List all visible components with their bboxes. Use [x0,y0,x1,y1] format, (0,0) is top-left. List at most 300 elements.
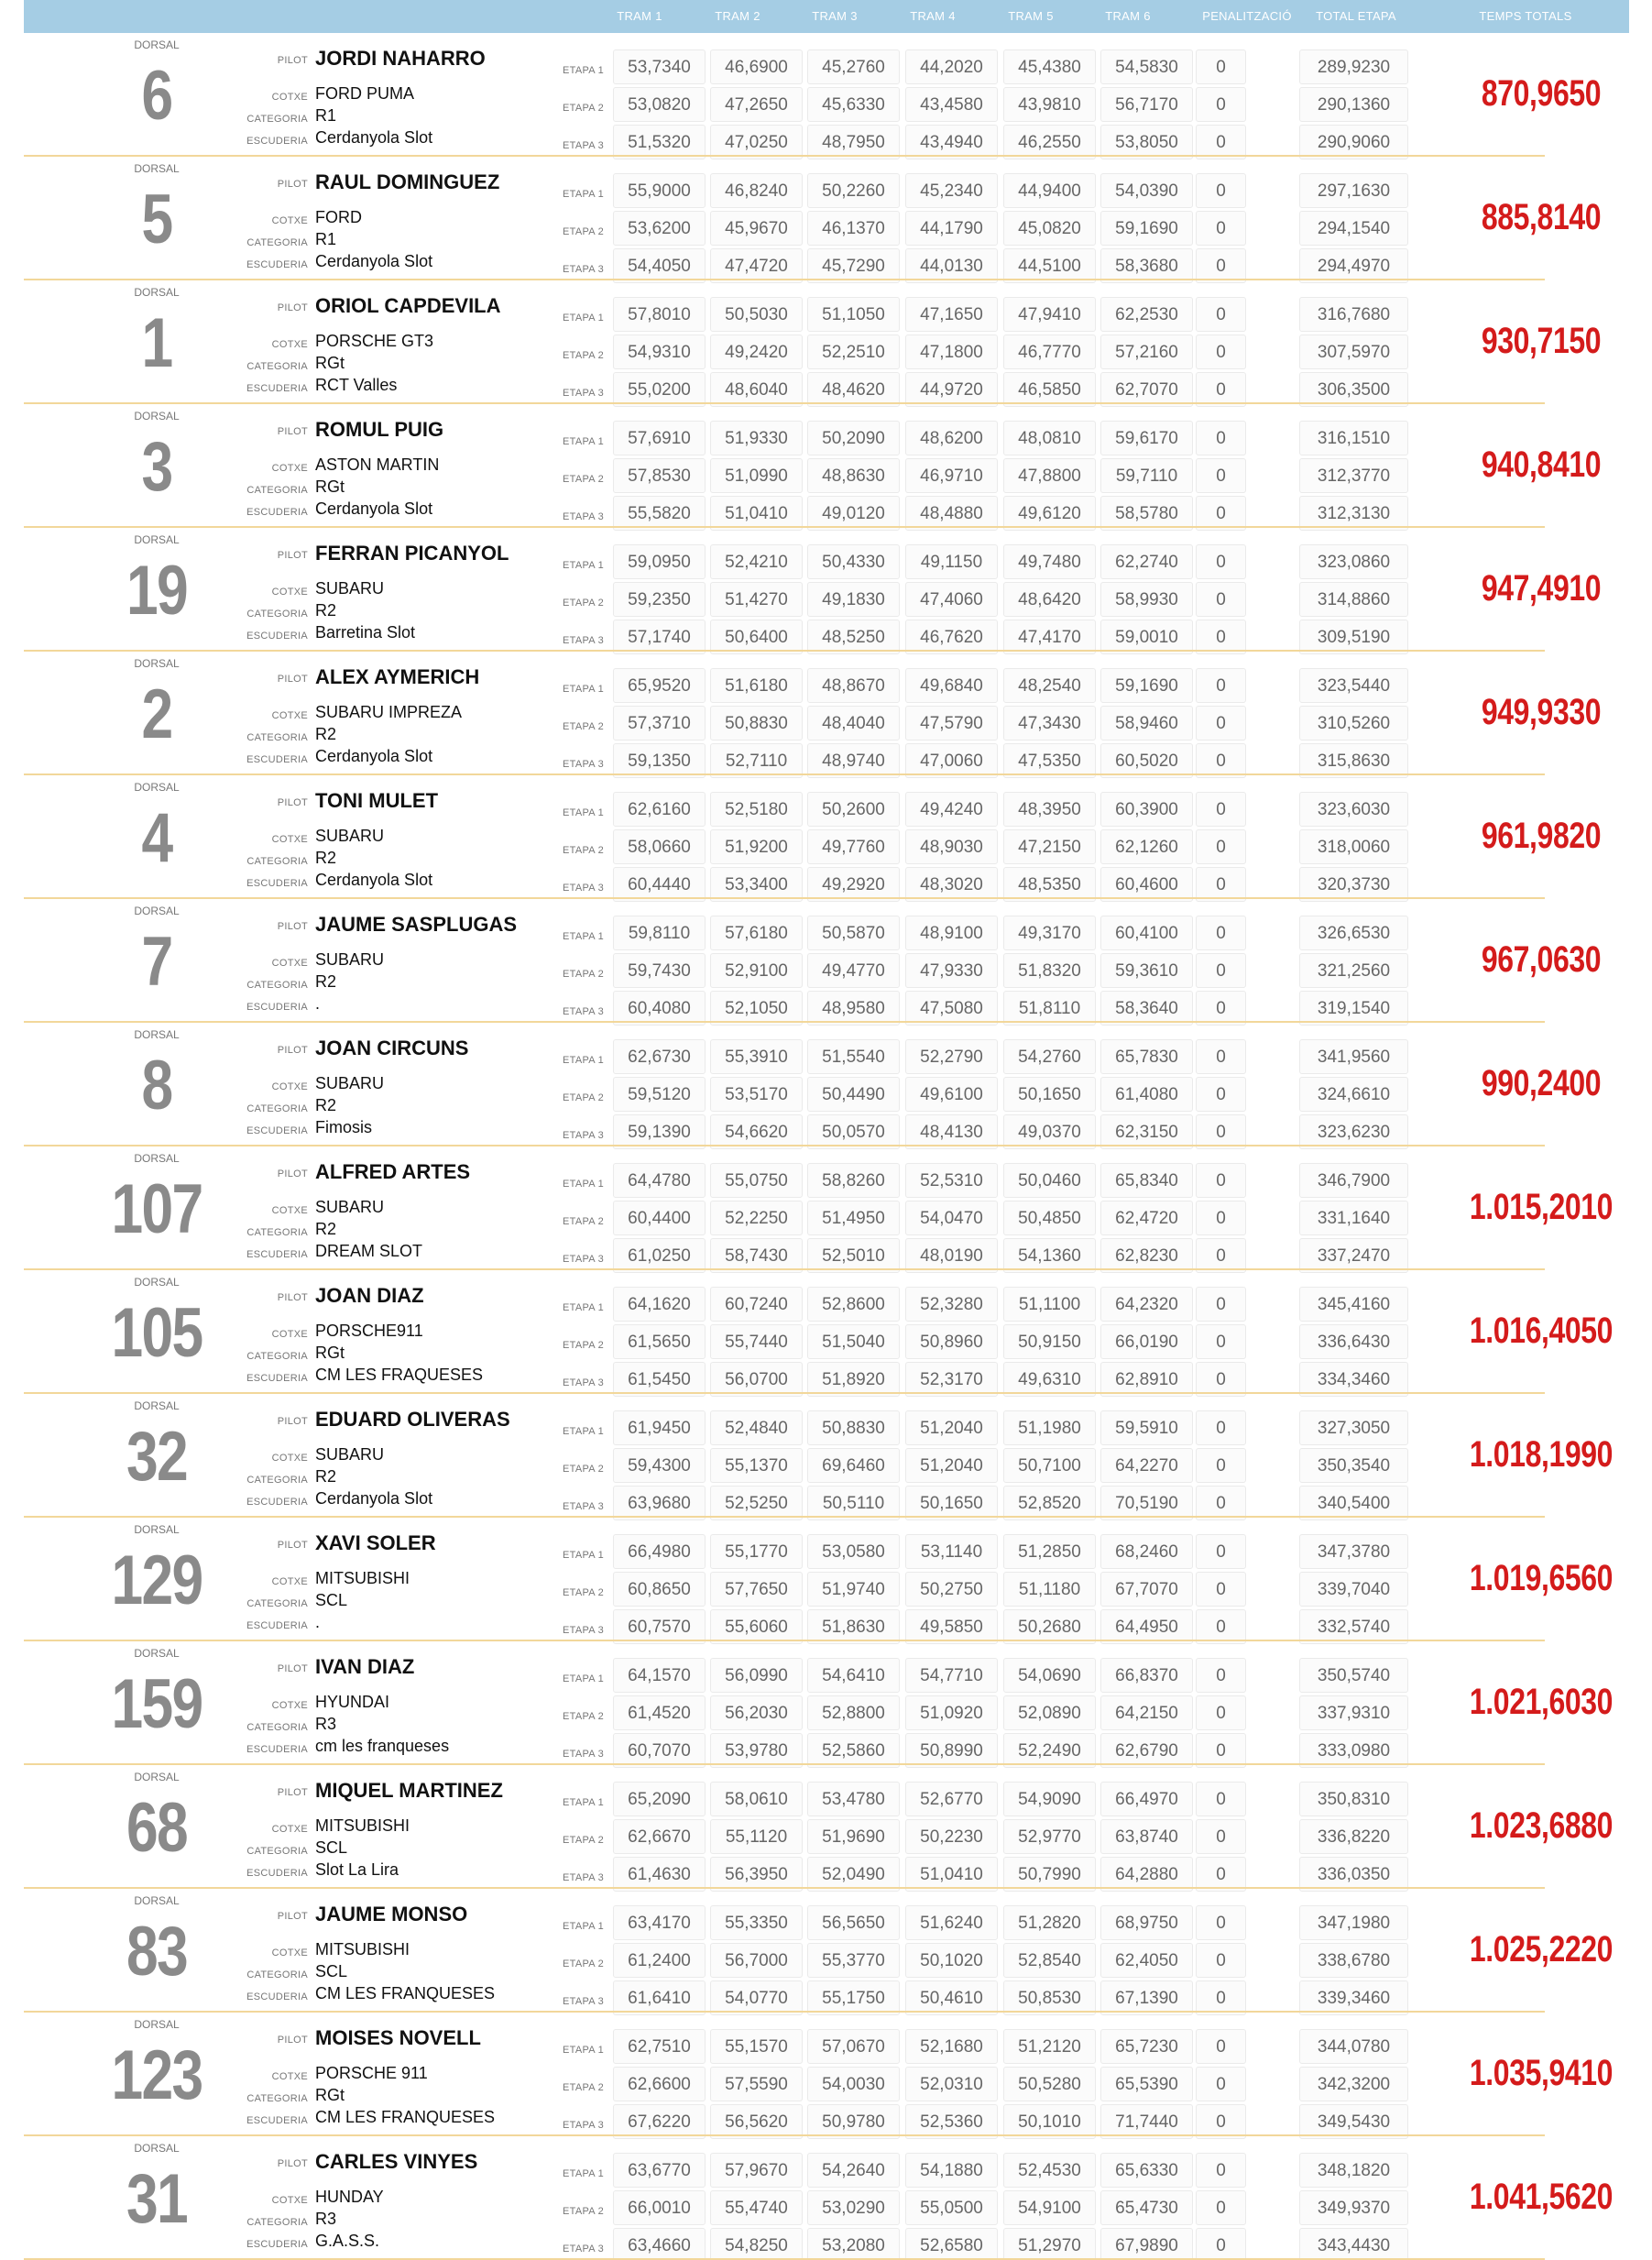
escuderia-label: ESCUDERIA [246,631,308,642]
tram-time-cell: 53,1140 [905,1534,998,1569]
tram-time-cell: 51,9690 [807,1819,900,1854]
cotxe-label: COTXE [271,1081,308,1092]
etapa-label: ETAPA 1 [563,1797,605,1808]
penalty-cell: 0 [1196,173,1246,208]
tram-time-cell: 50,8830 [807,1410,900,1445]
penalty-cell: 0 [1196,1572,1246,1607]
total-etapa-cell: 324,6610 [1299,1077,1408,1112]
total-etapa-cell: 331,1640 [1299,1201,1408,1235]
tram-time-cell: 50,6400 [710,620,803,654]
tram-time-cell: 50,2680 [1003,1609,1096,1644]
total-etapa-cell: 350,3540 [1299,1448,1408,1483]
escuderia-value: Slot La Lira [315,1860,399,1879]
etapa-label: ETAPA 1 [563,1302,605,1313]
tram-time-cell: 61,5450 [613,1362,706,1397]
dorsal-label: DORSAL [134,38,180,51]
etapa-label: ETAPA 2 [563,1340,605,1351]
tram-time-cell: 47,9410 [1003,297,1096,332]
escuderia-label: ESCUDERIA [246,2115,308,2126]
tram-time-cell: 43,4940 [905,125,998,159]
total-etapa-cell: 332,5740 [1299,1609,1408,1644]
total-etapa-cell: 341,9560 [1299,1039,1408,1074]
tram-time-cell: 57,3710 [613,706,706,741]
tram-time-cell: 50,9780 [807,2104,900,2139]
penalty-cell: 0 [1196,248,1246,283]
total-etapa-cell: 307,5970 [1299,335,1408,369]
tram-time-cell: 57,9670 [710,2153,803,2188]
total-etapa-cell: 336,6430 [1299,1324,1408,1359]
tram-time-cell: 50,7100 [1003,1448,1096,1483]
tram-time-cell: 48,3020 [905,867,998,902]
tram-time-cell: 46,2550 [1003,125,1096,159]
tram-time-cell: 51,1180 [1003,1572,1096,1607]
total-etapa-cell: 315,8630 [1299,743,1408,778]
tram-time-cell: 59,0950 [613,544,706,579]
tram-time-cell: 65,8340 [1100,1163,1193,1198]
tram-time-cell: 55,0750 [710,1163,803,1198]
etapa-label: ETAPA 3 [563,635,605,646]
cotxe-value: MITSUBISHI [315,1940,410,1958]
tram-time-cell: 50,4330 [807,544,900,579]
escuderia-value: CM LES FRANQUESES [315,1984,496,2002]
tram-time-cell: 47,5350 [1003,743,1096,778]
tram-time-cell: 58,9460 [1100,706,1193,741]
categoria-value: R3 [315,2210,337,2228]
tram-time-cell: 63,4660 [613,2228,706,2260]
dorsal-label: DORSAL [134,2018,180,2031]
tram-time-cell: 60,5020 [1100,743,1193,778]
tram-time-cell: 62,3150 [1100,1114,1193,1149]
pilot-label: PILOT [277,55,308,66]
escuderia-label: ESCUDERIA [246,2239,308,2250]
tram-time-cell: 52,5010 [807,1238,900,1273]
cotxe-value: ASTON MARTIN [315,455,440,474]
tram-time-cell: 53,3400 [710,867,803,902]
categoria-label: CATEGORIA [246,114,308,125]
temps-total: 1.041,5620 [1469,2177,1614,2217]
tram-time-cell: 55,1120 [710,1819,803,1854]
temps-total: 1.023,6880 [1469,1805,1614,1846]
tram-time-cell: 57,0670 [807,2029,900,2064]
penalty-cell: 0 [1196,372,1246,407]
tram-time-cell: 52,4530 [1003,2153,1096,2188]
penalty-cell: 0 [1196,867,1246,902]
dorsal-number: 2 [141,675,172,753]
total-etapa-cell: 342,3200 [1299,2067,1408,2101]
tram-time-cell: 43,9810 [1003,87,1096,122]
tram-time-cell: 62,4720 [1100,1201,1193,1235]
escuderia-label: ESCUDERIA [246,1620,308,1631]
tram-time-cell: 46,9710 [905,458,998,493]
tram-time-cell: 57,6180 [710,916,803,950]
tram-time-cell: 52,5310 [905,1163,998,1198]
tram-time-cell: 48,6420 [1003,582,1096,617]
etapa-label: ETAPA 1 [563,65,605,76]
tram-time-cell: 52,8540 [1003,1943,1096,1978]
tram-time-cell: 50,5280 [1003,2067,1096,2101]
etapa-label: ETAPA 1 [563,2168,605,2179]
pilot-label: PILOT [277,1540,308,1551]
tram-time-cell: 49,6120 [1003,496,1096,531]
tram-time-cell: 54,7710 [905,1658,998,1693]
etapa-label: ETAPA 2 [563,474,605,485]
cotxe-value: MITSUBISHI [315,1816,410,1835]
categoria-value: R1 [315,230,337,248]
tram-time-cell: 59,6170 [1100,421,1193,455]
tram-time-cell: 47,4170 [1003,620,1096,654]
etapa-label: ETAPA 3 [563,1625,605,1636]
cotxe-label: COTXE [271,958,308,969]
competitor-entry [24,1023,1629,1146]
competitor-entry [24,1270,1629,1394]
penalty-cell: 0 [1196,1287,1246,1322]
pilot-name: JAUME SASPLUGAS [315,913,518,936]
etapa-label: ETAPA 2 [563,103,605,114]
tram-time-cell: 50,1020 [905,1943,998,1978]
tram-time-cell: 52,0490 [807,1857,900,1892]
etapa-label: ETAPA 2 [563,1587,605,1598]
competitor-entry [24,1146,1629,1270]
pilot-name: ALEX AYMERICH [315,665,480,688]
tram-time-cell: 51,8630 [807,1609,900,1644]
escuderia-value: Cerdanyola Slot [315,871,433,889]
total-etapa-cell: 318,0060 [1299,829,1408,864]
tram-time-cell: 48,4620 [807,372,900,407]
etapa-label: ETAPA 3 [563,1501,605,1512]
total-etapa-cell: 306,3500 [1299,372,1408,407]
competitor-entry [24,899,1629,1023]
tram-time-cell: 50,5110 [807,1486,900,1520]
tram-time-cell: 48,9740 [807,743,900,778]
categoria-label: CATEGORIA [246,732,308,743]
tram-time-cell: 55,1750 [807,1980,900,2015]
column-header: TEMPS TOTALS [1479,9,1572,23]
tram-time-cell: 51,0410 [905,1857,998,1892]
cotxe-label: COTXE [271,1824,308,1835]
column-header: TRAM 1 [617,9,662,23]
pilot-label: PILOT [277,1292,308,1303]
tram-time-cell: 64,2320 [1100,1287,1193,1322]
tram-time-cell: 52,6580 [905,2228,998,2260]
penalty-cell: 0 [1196,1114,1246,1149]
tram-time-cell: 50,2230 [905,1819,998,1854]
tram-time-cell: 47,0060 [905,743,998,778]
total-etapa-cell: 323,6230 [1299,1114,1408,1149]
total-etapa-cell: 290,9060 [1299,125,1408,159]
tram-time-cell: 57,2160 [1100,335,1193,369]
cotxe-value: SUBARU [315,1445,385,1464]
penalty-cell: 0 [1196,1362,1246,1397]
pilot-name: MIQUEL MARTINEZ [315,1779,503,1802]
tram-time-cell: 62,4050 [1100,1943,1193,1978]
tram-time-cell: 48,6040 [710,372,803,407]
temps-total: 1.025,2220 [1469,1929,1614,1969]
categoria-label: CATEGORIA [246,1598,308,1609]
competitor-entry [24,2136,1629,2260]
pilot-label: PILOT [277,797,308,808]
cotxe-label: COTXE [271,1576,308,1587]
etapa-label: ETAPA 3 [563,1130,605,1141]
pilot-label: PILOT [277,1045,308,1056]
tram-time-cell: 54,6410 [807,1658,900,1693]
dorsal-label: DORSAL [134,1399,180,1412]
tram-time-cell: 53,9780 [710,1733,803,1768]
tram-time-cell: 51,2040 [905,1410,998,1445]
pilot-name: FERRAN PICANYOL [315,542,509,565]
categoria-label: CATEGORIA [246,485,308,496]
tram-time-cell: 60,4600 [1100,867,1193,902]
tram-time-cell: 54,2760 [1003,1039,1096,1074]
escuderia-value: Cerdanyola Slot [315,499,433,518]
tram-time-cell: 62,8910 [1100,1362,1193,1397]
tram-time-cell: 57,7650 [710,1572,803,1607]
escuderia-value: . [315,1613,321,1631]
tram-time-cell: 65,4730 [1100,2190,1193,2225]
dorsal-number: 31 [126,2160,188,2238]
cotxe-label: COTXE [271,2071,308,2082]
penalty-cell: 0 [1196,1410,1246,1445]
etapa-label: ETAPA 2 [563,1835,605,1846]
cotxe-value: PORSCHE 911 [315,2064,428,2082]
column-header: TRAM 3 [812,9,858,23]
tram-time-cell: 46,1370 [807,211,900,246]
pilot-name: JORDI NAHARRO [315,47,486,70]
tram-time-cell: 61,4630 [613,1857,706,1892]
penalty-cell: 0 [1196,421,1246,455]
temps-total: 967,0630 [1481,939,1602,980]
cotxe-value: PORSCHE911 [315,1322,423,1340]
total-etapa-cell: 312,3130 [1299,496,1408,531]
tram-time-cell: 55,3350 [710,1905,803,1940]
tram-time-cell: 50,5870 [807,916,900,950]
tram-time-cell: 56,0990 [710,1658,803,1693]
tram-time-cell: 52,1680 [905,2029,998,2064]
dorsal-number: 123 [111,2036,202,2114]
tram-time-cell: 58,5780 [1100,496,1193,531]
temps-total: 961,9820 [1481,816,1602,856]
tram-time-cell: 69,6460 [807,1448,900,1483]
total-etapa-cell: 337,9310 [1299,1695,1408,1730]
tram-time-cell: 68,9750 [1100,1905,1193,1940]
tram-time-cell: 60,3900 [1100,792,1193,827]
escuderia-value: Fimosis [315,1118,372,1136]
pilot-label: PILOT [277,1416,308,1427]
cotxe-value: SUBARU IMPREZA [315,703,463,721]
tram-time-cell: 61,0250 [613,1238,706,1273]
cotxe-value: FORD PUMA [315,84,414,103]
etapa-label: ETAPA 1 [563,1921,605,1932]
tram-time-cell: 59,8110 [613,916,706,950]
cotxe-label: COTXE [271,1205,308,1216]
tram-time-cell: 53,5170 [710,1077,803,1112]
escuderia-label: ESCUDERIA [246,1744,308,1755]
temps-total: 949,9330 [1481,692,1602,732]
tram-time-cell: 48,9030 [905,829,998,864]
pilot-name: XAVI SOLER [315,1531,436,1554]
penalty-cell: 0 [1196,49,1246,84]
etapa-label: ETAPA 3 [563,388,605,399]
total-etapa-cell: 294,4970 [1299,248,1408,283]
competitor-entry [24,1765,1629,1889]
tram-time-cell: 61,4080 [1100,1077,1193,1112]
tram-time-cell: 59,3610 [1100,953,1193,988]
temps-total: 1.021,6030 [1469,1682,1614,1722]
total-etapa-cell: 343,4430 [1299,2228,1408,2260]
tram-time-cell: 66,0190 [1100,1324,1193,1359]
tram-time-cell: 51,1100 [1003,1287,1096,1322]
cotxe-value: HUNDAY [315,2188,384,2206]
penalty-cell: 0 [1196,211,1246,246]
pilot-name: JOAN DIAZ [315,1284,424,1307]
tram-time-cell: 62,6670 [613,1819,706,1854]
categoria-label: CATEGORIA [246,361,308,372]
penalty-cell: 0 [1196,1943,1246,1978]
tram-time-cell: 59,4300 [613,1448,706,1483]
pilot-label: PILOT [277,2035,308,2046]
tram-time-cell: 47,9330 [905,953,998,988]
penalty-cell: 0 [1196,1486,1246,1520]
tram-time-cell: 51,2970 [1003,2228,1096,2260]
tram-time-cell: 52,2250 [710,1201,803,1235]
tram-time-cell: 46,7770 [1003,335,1096,369]
etapa-label: ETAPA 2 [563,598,605,609]
tram-time-cell: 50,1010 [1003,2104,1096,2139]
tram-time-cell: 56,7170 [1100,87,1193,122]
penalty-cell: 0 [1196,1609,1246,1644]
penalty-cell: 0 [1196,1448,1246,1483]
categoria-label: CATEGORIA [246,1475,308,1486]
total-etapa-cell: 312,3770 [1299,458,1408,493]
tram-time-cell: 51,1980 [1003,1410,1096,1445]
tram-time-cell: 46,5850 [1003,372,1096,407]
etapa-label: ETAPA 2 [563,2082,605,2093]
tram-time-cell: 61,2400 [613,1943,706,1978]
total-etapa-cell: 338,6780 [1299,1943,1408,1978]
cotxe-label: COTXE [271,463,308,474]
total-etapa-cell: 337,2470 [1299,1238,1408,1273]
dorsal-label: DORSAL [134,1894,180,1907]
tram-time-cell: 60,4080 [613,991,706,1026]
tram-time-cell: 48,2540 [1003,668,1096,703]
tram-time-cell: 62,8230 [1100,1238,1193,1273]
tram-time-cell: 51,0920 [905,1695,998,1730]
total-etapa-cell: 319,1540 [1299,991,1408,1026]
tram-time-cell: 46,8240 [710,173,803,208]
tram-time-cell: 55,3770 [807,1943,900,1978]
tram-time-cell: 48,6200 [905,421,998,455]
tram-time-cell: 52,8600 [807,1287,900,1322]
total-etapa-cell: 320,3730 [1299,867,1408,902]
dorsal-label: DORSAL [134,1152,180,1165]
tram-time-cell: 44,0130 [905,248,998,283]
tram-time-cell: 48,8670 [807,668,900,703]
total-etapa-cell: 321,2560 [1299,953,1408,988]
competitor-entry [24,280,1629,404]
etapa-label: ETAPA 3 [563,1996,605,2007]
tram-time-cell: 50,8960 [905,1324,998,1359]
tram-time-cell: 57,8530 [613,458,706,493]
etapa-label: ETAPA 3 [563,883,605,894]
escuderia-value: RCT Valles [315,376,398,394]
escuderia-value: . [315,994,321,1013]
competitor-entry [24,404,1629,528]
penalty-cell: 0 [1196,335,1246,369]
cotxe-value: SUBARU [315,827,385,845]
competitor-entry [24,2013,1629,2136]
total-etapa-cell: 323,5440 [1299,668,1408,703]
penalty-cell: 0 [1196,458,1246,493]
tram-time-cell: 53,0820 [613,87,706,122]
tram-time-cell: 51,6240 [905,1905,998,1940]
tram-time-cell: 50,2260 [807,173,900,208]
tram-time-cell: 45,2760 [807,49,900,84]
tram-time-cell: 51,0990 [710,458,803,493]
penalty-cell: 0 [1196,87,1246,122]
tram-time-cell: 67,1390 [1100,1980,1193,2015]
tram-time-cell: 56,7000 [710,1943,803,1978]
tram-time-cell: 54,9100 [1003,2190,1096,2225]
tram-time-cell: 62,6600 [613,2067,706,2101]
tram-time-cell: 56,3950 [710,1857,803,1892]
tram-time-cell: 59,5910 [1100,1410,1193,1445]
etapa-label: ETAPA 1 [563,1055,605,1066]
cotxe-label: COTXE [271,1329,308,1340]
tram-time-cell: 68,2460 [1100,1534,1193,1569]
tram-time-cell: 49,2920 [807,867,900,902]
tram-time-cell: 43,4580 [905,87,998,122]
tram-time-cell: 49,3170 [1003,916,1096,950]
dorsal-label: DORSAL [134,410,180,422]
tram-time-cell: 48,9580 [807,991,900,1026]
tram-time-cell: 47,4720 [710,248,803,283]
dorsal-label: DORSAL [134,1276,180,1289]
tram-time-cell: 50,1650 [905,1486,998,1520]
tram-time-cell: 49,5850 [905,1609,998,1644]
tram-time-cell: 52,7110 [710,743,803,778]
etapa-label: ETAPA 3 [563,140,605,151]
tram-time-cell: 50,9150 [1003,1324,1096,1359]
cotxe-label: COTXE [271,587,308,598]
tram-time-cell: 61,5650 [613,1324,706,1359]
tram-time-cell: 64,1570 [613,1658,706,1693]
table-header [24,0,1629,33]
escuderia-value: cm les franqueses [315,1737,450,1755]
tram-time-cell: 52,5180 [710,792,803,827]
penalty-cell: 0 [1196,1077,1246,1112]
tram-time-cell: 67,9890 [1100,2228,1193,2260]
etapa-label: ETAPA 2 [563,226,605,237]
etapa-label: ETAPA 3 [563,1377,605,1388]
tram-time-cell: 53,0580 [807,1534,900,1569]
penalty-cell: 0 [1196,1695,1246,1730]
dorsal-label: DORSAL [134,905,180,917]
escuderia-value: CM LES FRANQUESES [315,2108,496,2126]
tram-time-cell: 52,1050 [710,991,803,1026]
column-header: TOTAL ETAPA [1316,9,1396,23]
penalty-cell: 0 [1196,1163,1246,1198]
tram-time-cell: 48,9100 [905,916,998,950]
penalty-cell: 0 [1196,668,1246,703]
penalty-cell: 0 [1196,916,1246,950]
tram-time-cell: 59,2350 [613,582,706,617]
cotxe-label: COTXE [271,2195,308,2206]
dorsal-number: 105 [111,1294,202,1372]
cotxe-value: SUBARU [315,1198,385,1216]
escuderia-label: ESCUDERIA [246,1125,308,1136]
total-etapa-cell: 345,4160 [1299,1287,1408,1322]
total-etapa-cell: 316,1510 [1299,421,1408,455]
etapa-label: ETAPA 1 [563,2045,605,2056]
